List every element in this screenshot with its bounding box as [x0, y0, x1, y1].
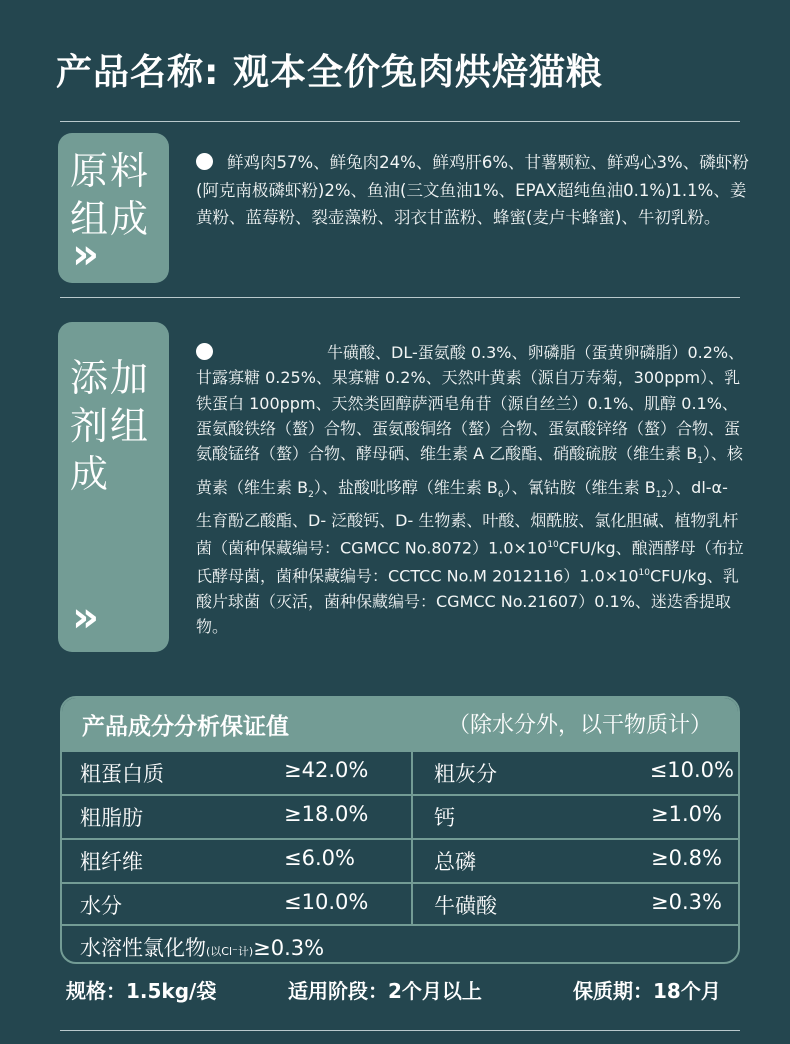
nutrient-name: 粗脂肪: [80, 806, 143, 830]
analysis-note: （除水分外，以干物质计）: [447, 713, 712, 738]
superscript: 10: [547, 540, 559, 551]
nutrient-name: 水分: [80, 894, 122, 918]
analysis-table-header: [62, 698, 738, 750]
additives-text-f: CFU/kg、酿酒酵母（布拉氏酵母菌，菌种保藏编号：CCTCC No.M 2012116）1.0×10: [196, 538, 744, 586]
nutrient-name: 粗灰分: [434, 762, 497, 786]
additives-text-block: [196, 340, 748, 639]
subscript: 2: [308, 489, 314, 500]
ingredients-label-box: [58, 133, 169, 283]
spec-shelf-life: 保质期：18个月: [573, 979, 721, 1003]
nutrient-name: 粗纤维: [80, 850, 143, 874]
nutrient-value: ≥0.3%: [651, 890, 722, 914]
analysis-title: 产品成分分析保证值: [82, 714, 289, 740]
ingredients-text: 鲜鸡肉57%、鲜兔肉24%、鲜鸡肝6%、甘薯颗粒、鲜鸡心3%、磷虾粉(阿克南极磷虾粉)2%、鱼油(三文鱼油1%、EPAX超纯鱼油0.1%)1.1%、姜黄粉、蓝莓粉、裂壶藻粉、羽衣甘蓝粉、蜂蜜(麦卢卡蜂蜜)、牛初乳粉。: [196, 153, 749, 227]
nutrient-name: 粗蛋白质: [80, 762, 164, 786]
double-chevron-icon: »: [72, 229, 100, 278]
additives-text-a: 牛磺酸、DL-蛋氨酸 0.3%、卵磷脂（蛋黄卵磷脂）0.2%、甘露寡糖 0.25%、果寡糖 0.2%、天然叶黄素（源自万寿菊，300ppm）、乳铁蛋白 100ppm、天然类固醇萨洒皂角苷（源自丝兰）0.1%、肌醇 0.1%、蛋氨酸铁络（螯）合物、蛋氨酸铜络（螯）合物、蛋氨酸锌络（螯）合物、蛋氨酸锰络（螯）合物、酵母硒、维生素 A 乙酸酯、硝酸硫胺（维生素 B: [196, 343, 745, 464]
additives-label-box: [58, 322, 169, 652]
nutrient-name-wide: [80, 932, 324, 962]
spec-stage: 适用阶段：2个月以上: [288, 979, 482, 1003]
spec-size: 规格：1.5kg/袋: [66, 979, 217, 1003]
additives-text-b: ）、核黄素（维生素 B: [196, 444, 743, 497]
additives-text-g: CFU/kg、乳酸片球菌（灭活，菌种保藏编号：CGMCC No.21607）0.1%、迷迭香提取物。: [196, 566, 739, 636]
nutrient-value: ≤6.0%: [284, 846, 355, 870]
nutrient-name: 钙: [434, 806, 455, 830]
nutrient-unit-note: (以Cl⁻计): [206, 945, 254, 958]
additives-label: 添加剂组成: [70, 356, 151, 496]
subscript: 12: [655, 489, 668, 500]
divider: [60, 121, 740, 122]
additives-text-e: ）、dl-α- 生育酚乙酸酯、D- 泛酸钙、D- 生物素、叶酸、烟酰胺、氯化胆碱、植物乳杆菌（菌种保藏编号：CGMCC No.8072）1.0×10: [196, 477, 739, 558]
analysis-table: [60, 696, 740, 964]
subscript: 6: [497, 489, 504, 500]
table-row: [62, 750, 738, 794]
table-row: [62, 882, 738, 926]
nutrient-value: ≥0.8%: [651, 846, 722, 870]
table-row: [62, 924, 738, 964]
table-row: [62, 794, 738, 838]
ingredients-text-block: [196, 149, 756, 232]
divider: [60, 297, 740, 298]
nutrient-value: ≥1.0%: [651, 802, 722, 826]
table-row: [62, 838, 738, 882]
subscript: 1: [697, 456, 703, 467]
nutrient-name: 总磷: [434, 850, 476, 874]
product-title: 产品名称: 观本全价兔肉烘焙猫粮: [56, 52, 603, 93]
nutrient-value: ≤10.0%: [284, 890, 369, 914]
nutrient-name: 水溶性氯化物: [80, 936, 206, 960]
bullet-icon: [196, 153, 213, 170]
nutrient-value: ≤10.0%: [649, 758, 734, 782]
ingredients-label: 原料组成: [70, 149, 151, 241]
additives-text-c: ）、盐酸吡哆醇（维生素 B: [313, 477, 498, 497]
superscript: 10: [638, 568, 650, 579]
bullet-icon: [196, 343, 213, 360]
nutrient-value: ≥0.3%: [253, 936, 325, 960]
nutrient-value: ≥42.0%: [284, 758, 369, 782]
additives-text-d: ）、氰钴胺（维生素 B: [503, 477, 656, 497]
divider: [60, 1030, 740, 1031]
double-chevron-icon: »: [72, 592, 100, 641]
nutrient-name: 牛磺酸: [434, 894, 497, 918]
nutrient-value: ≥18.0%: [284, 802, 369, 826]
